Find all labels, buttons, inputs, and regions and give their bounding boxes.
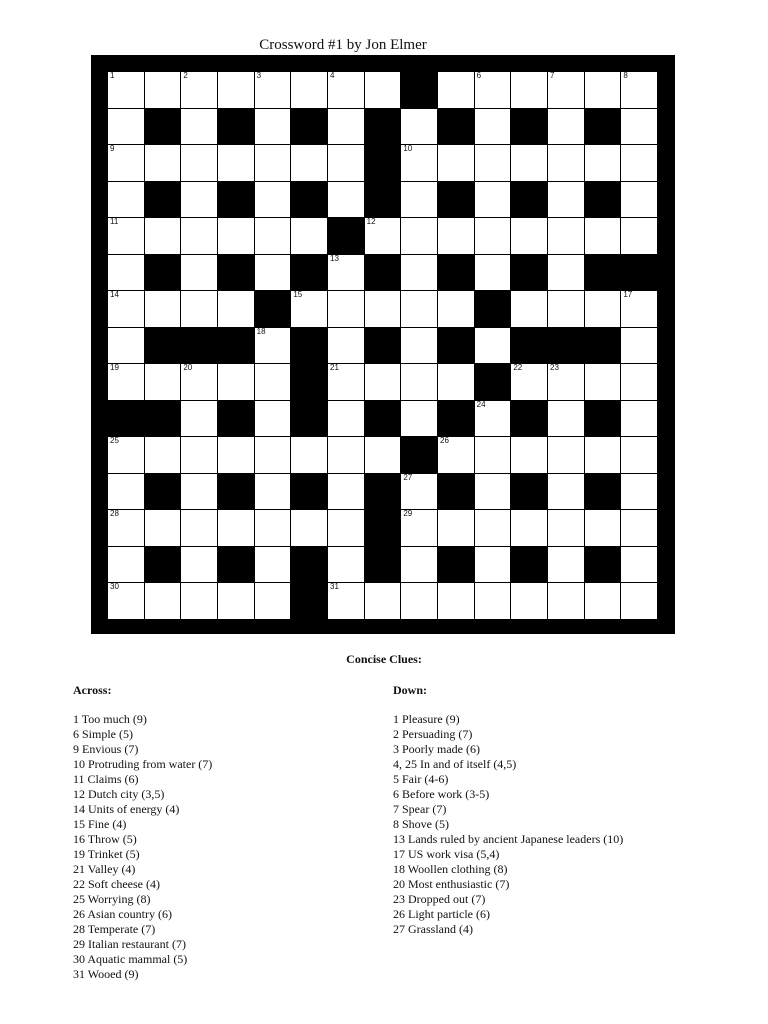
grid-square[interactable] [291,145,328,182]
grid-square[interactable] [255,364,292,401]
puzzle-title: Crossword #1 by Jon Elmer [259,37,427,53]
clue-number: 19 [110,363,119,373]
across-clues-column [73,683,212,982]
grid-square[interactable] [181,401,218,438]
clue-number: 12 [366,217,376,227]
black-square [218,109,255,146]
grid-square[interactable] [511,72,548,109]
grid-square[interactable] [548,510,585,547]
grid-square[interactable] [511,218,548,255]
grid-square[interactable] [365,291,402,328]
black-square [255,291,292,328]
grid-square[interactable] [328,182,365,219]
down-clue: 6 Before work (3-5) [393,787,490,801]
down-clue: 23 Dropped out (7) [393,892,486,906]
grid-square[interactable] [475,72,512,109]
black-square [218,401,255,438]
grid-square[interactable] [328,255,365,292]
grid-square[interactable] [548,437,585,474]
grid-square[interactable] [181,218,218,255]
down-clue: 17 US work visa (5,4) [393,847,500,861]
grid-square[interactable] [255,72,292,109]
grid-square[interactable] [475,109,512,146]
grid-square[interactable] [291,291,328,328]
grid-square[interactable] [108,291,145,328]
grid-square[interactable] [255,583,292,620]
grid-square[interactable] [108,255,145,292]
grid-square[interactable] [328,401,365,438]
grid-square[interactable] [621,328,658,365]
clue-number: 25 [110,436,119,446]
across-clue: 21 Valley (4) [73,862,136,876]
grid-square[interactable] [401,474,438,511]
grid-square[interactable] [585,145,622,182]
clue-number: 4 [330,71,335,80]
black-square [401,437,438,474]
black-square [475,364,512,401]
clue-number: 7 [550,71,555,80]
grid-square[interactable] [401,401,438,438]
clue-number: 20 [183,363,193,373]
clue-number: 30 [110,582,119,592]
grid-square[interactable] [145,145,182,182]
grid-square[interactable] [145,510,182,547]
black-square [438,401,475,438]
grid-square[interactable] [401,547,438,584]
grid-square[interactable] [291,510,328,547]
black-square [585,547,622,584]
grid-square[interactable] [438,72,475,109]
grid-square[interactable] [401,510,438,547]
black-square [511,401,548,438]
crossword-grid [108,72,658,620]
across-clue: 11 Claims (6) [73,772,139,786]
grid-square[interactable] [108,547,145,584]
grid-square[interactable] [145,583,182,620]
grid-square[interactable] [218,510,255,547]
black-square [291,109,328,146]
black-square [291,583,328,620]
black-square [475,291,512,328]
grid-square[interactable] [585,72,622,109]
across-clue: 1 Too much (9) [73,712,147,726]
grid-square[interactable] [255,109,292,146]
grid-square[interactable] [548,145,585,182]
grid-square[interactable] [511,583,548,620]
down-clue: 5 Fair (4-6) [393,772,449,786]
black-square [511,182,548,219]
grid-square[interactable] [328,109,365,146]
grid-square[interactable] [218,437,255,474]
across-clue: 15 Fine (4) [73,817,127,831]
grid-square[interactable] [181,72,218,109]
grid-square[interactable] [328,145,365,182]
grid-square[interactable] [621,547,658,584]
across-clue: 26 Asian country (6) [73,907,172,921]
grid-square[interactable] [108,182,145,219]
grid-square[interactable] [181,474,218,511]
grid-square[interactable] [108,145,145,182]
grid-square[interactable] [328,510,365,547]
grid-square[interactable] [255,401,292,438]
black-square [291,474,328,511]
grid-square[interactable] [511,510,548,547]
grid-square[interactable] [328,72,365,109]
across-clue: 19 Trinket (5) [73,847,140,861]
grid-square[interactable] [108,364,145,401]
black-square [291,328,328,365]
grid-square[interactable] [255,328,292,365]
black-square [585,109,622,146]
clue-number: 9 [110,144,115,154]
clue-number: 15 [293,290,303,300]
down-clue: 26 Light particle (6) [393,907,490,921]
grid-square[interactable] [401,145,438,182]
across-clue: 25 Worrying (8) [73,892,151,906]
down-clue-list [393,712,623,937]
grid-square[interactable] [438,291,475,328]
across-clue: 22 Soft cheese (4) [73,877,160,891]
grid-square[interactable] [145,364,182,401]
black-square [145,547,182,584]
grid-square[interactable] [108,328,145,365]
grid-square[interactable] [328,437,365,474]
black-square [365,109,402,146]
black-square [438,328,475,365]
grid-square[interactable] [181,547,218,584]
grid-square[interactable] [548,364,585,401]
black-square [218,474,255,511]
black-square [291,401,328,438]
black-square [218,182,255,219]
down-clue: 2 Persuading (7) [393,727,473,741]
grid-square[interactable] [365,583,402,620]
clue-number: 24 [476,399,486,409]
clue-number: 1 [110,71,115,80]
clue-number: 27 [403,472,413,482]
black-square [621,255,658,292]
black-square [365,510,402,547]
grid-square[interactable] [291,218,328,255]
clue-number: 17 [623,290,633,300]
grid-square[interactable] [181,583,218,620]
grid-square[interactable] [255,474,292,511]
grid-square[interactable] [291,72,328,109]
grid-square[interactable] [475,510,512,547]
grid-square[interactable] [475,218,512,255]
across-clue: 9 Envious (7) [73,742,139,756]
grid-square[interactable] [401,328,438,365]
black-square [145,401,182,438]
grid-square[interactable] [475,255,512,292]
grid-square[interactable] [328,364,365,401]
clue-number: 22 [513,363,523,373]
black-square [511,328,548,365]
black-square [218,255,255,292]
down-clue: 27 Grassland (4) [393,922,473,936]
grid-square[interactable] [438,437,475,474]
grid-square[interactable] [255,255,292,292]
grid-square[interactable] [548,182,585,219]
black-square [365,145,402,182]
grid-square[interactable] [108,474,145,511]
clue-number: 6 [476,71,482,80]
black-square [365,182,402,219]
grid-square[interactable] [328,291,365,328]
grid-square[interactable] [511,145,548,182]
clue-number: 26 [440,436,449,446]
grid-square[interactable] [218,218,255,255]
grid-square[interactable] [475,474,512,511]
black-square [365,474,402,511]
grid-square[interactable] [475,547,512,584]
clue-number: 11 [110,217,119,227]
across-clue: 10 Protruding from water (7) [73,757,213,771]
black-square [438,474,475,511]
grid-square[interactable] [401,583,438,620]
grid-square[interactable] [181,437,218,474]
clue-number: 10 [403,144,413,154]
clue-number: 31 [330,582,339,592]
grid-square[interactable] [621,145,658,182]
black-square [511,255,548,292]
grid-square[interactable] [108,437,145,474]
clue-number: 3 [256,71,262,80]
grid-square[interactable] [475,437,512,474]
down-clue: 1 Pleasure (9) [393,712,460,726]
black-square [291,364,328,401]
grid-square[interactable] [145,291,182,328]
black-square [511,547,548,584]
grid-square[interactable] [108,218,145,255]
across-clue: 29 Italian restaurant (7) [73,937,186,951]
down-clue: 8 Shove (5) [393,817,449,831]
down-clue: 13 Lands ruled by ancient Japanese leaders (10) [393,832,624,846]
grid-square[interactable] [401,182,438,219]
grid-square[interactable] [108,72,145,109]
down-clue: 7 Spear (7) [393,802,447,816]
grid-square[interactable] [511,437,548,474]
grid-square[interactable] [475,401,512,438]
grid-square[interactable] [108,583,145,620]
grid-square[interactable] [511,291,548,328]
down-clue: 3 Poorly made (6) [393,742,480,756]
grid-square[interactable] [548,401,585,438]
down-clue: 4, 25 In and of itself (4,5) [393,757,517,771]
across-clue: 31 Wooed (9) [73,967,139,981]
black-square [108,401,145,438]
black-square [585,182,622,219]
grid-square[interactable] [181,182,218,219]
across-clue: 16 Throw (5) [73,832,137,846]
black-square [181,328,218,365]
down-heading: Down: [393,683,428,697]
across-clue: 14 Units of energy (4) [73,802,180,816]
grid-square[interactable] [548,474,585,511]
grid-square[interactable] [255,547,292,584]
black-square [401,72,438,109]
grid-square[interactable] [475,583,512,620]
grid-square[interactable] [475,182,512,219]
grid-square[interactable] [255,437,292,474]
grid-square[interactable] [181,291,218,328]
grid-square[interactable] [145,218,182,255]
grid-square[interactable] [438,145,475,182]
black-square [438,255,475,292]
black-square [365,401,402,438]
down-clue: 20 Most enthusiastic (7) [393,877,510,891]
grid-square[interactable] [548,218,585,255]
grid-square[interactable] [621,583,658,620]
grid-square[interactable] [218,583,255,620]
black-square [145,255,182,292]
grid-square[interactable] [181,109,218,146]
clue-number: 28 [110,509,119,519]
grid-square[interactable] [548,547,585,584]
grid-square[interactable] [621,364,658,401]
grid-square[interactable] [255,218,292,255]
grid-square[interactable] [585,437,622,474]
grid-square[interactable] [621,182,658,219]
across-clue-list [73,712,212,982]
clue-number: 18 [256,326,266,336]
grid-square[interactable] [181,145,218,182]
black-square [438,547,475,584]
grid-square[interactable] [181,510,218,547]
grid-square[interactable] [438,364,475,401]
grid-square[interactable] [145,437,182,474]
grid-square[interactable] [365,72,402,109]
grid-square[interactable] [621,291,658,328]
down-clue: 18 Woollen clothing (8) [393,862,508,876]
clues-heading: Concise Clues: [346,652,422,666]
black-square [585,474,622,511]
black-square [218,328,255,365]
grid-square[interactable] [328,583,365,620]
grid-square[interactable] [475,328,512,365]
grid-square[interactable] [181,364,218,401]
black-square [438,109,475,146]
black-square [365,255,402,292]
grid-square[interactable] [585,364,622,401]
grid-square[interactable] [621,72,658,109]
grid-square[interactable] [401,255,438,292]
across-clue: 12 Dutch city (3,5) [73,787,165,801]
grid-square[interactable] [438,218,475,255]
grid-square[interactable] [621,401,658,438]
clue-number: 23 [550,363,559,373]
grid-square[interactable] [548,72,585,109]
clue-number: 13 [330,253,339,263]
grid-square[interactable] [475,145,512,182]
black-square [511,474,548,511]
black-square [511,109,548,146]
clue-number: 21 [330,363,339,373]
grid-square[interactable] [218,291,255,328]
grid-square[interactable] [401,218,438,255]
black-square [145,474,182,511]
grid-square[interactable] [548,255,585,292]
grid-square[interactable] [328,474,365,511]
grid-square[interactable] [511,364,548,401]
grid-square[interactable] [365,437,402,474]
black-square [291,255,328,292]
grid-square[interactable] [255,145,292,182]
grid-square[interactable] [621,474,658,511]
grid-square[interactable] [255,510,292,547]
grid-square[interactable] [621,218,658,255]
grid-square[interactable] [585,218,622,255]
grid-square[interactable] [401,291,438,328]
black-square [145,328,182,365]
across-clue: 6 Simple (5) [73,727,133,741]
black-square [291,182,328,219]
grid-square[interactable] [585,510,622,547]
across-clue: 30 Aquatic mammal (5) [73,952,188,966]
grid-square[interactable] [438,583,475,620]
black-square [438,182,475,219]
black-square [365,547,402,584]
grid-square[interactable] [438,510,475,547]
clue-number: 14 [110,290,119,300]
black-square [548,328,585,365]
grid-square[interactable] [401,364,438,401]
across-clue: 28 Temperate (7) [73,922,156,936]
grid-square[interactable] [145,72,182,109]
grid-square[interactable] [328,547,365,584]
black-square [145,109,182,146]
grid-square[interactable] [585,291,622,328]
grid-square[interactable] [365,218,402,255]
grid-square[interactable] [548,291,585,328]
grid-square[interactable] [585,583,622,620]
black-square [585,328,622,365]
across-heading: Across: [73,683,112,697]
crossword-board [91,55,675,634]
grid-square[interactable] [365,364,402,401]
down-clues-column [393,683,623,937]
black-square [365,328,402,365]
black-square [328,218,365,255]
black-square [585,255,622,292]
grid-square[interactable] [548,583,585,620]
grid-square[interactable] [621,109,658,146]
grid-square[interactable] [621,437,658,474]
black-square [145,182,182,219]
grid-square[interactable] [401,109,438,146]
black-square [218,547,255,584]
grid-square[interactable] [181,255,218,292]
black-square [585,401,622,438]
grid-square[interactable] [328,328,365,365]
grid-square[interactable] [291,437,328,474]
clue-number: 8 [623,71,628,80]
clue-number: 2 [183,71,188,80]
clue-number: 29 [403,509,413,519]
grid-square[interactable] [548,109,585,146]
grid-square[interactable] [108,109,145,146]
grid-square[interactable] [218,145,255,182]
black-square [291,547,328,584]
grid-square[interactable] [218,72,255,109]
grid-square[interactable] [108,510,145,547]
grid-square[interactable] [255,182,292,219]
grid-square[interactable] [218,364,255,401]
grid-square[interactable] [621,510,658,547]
